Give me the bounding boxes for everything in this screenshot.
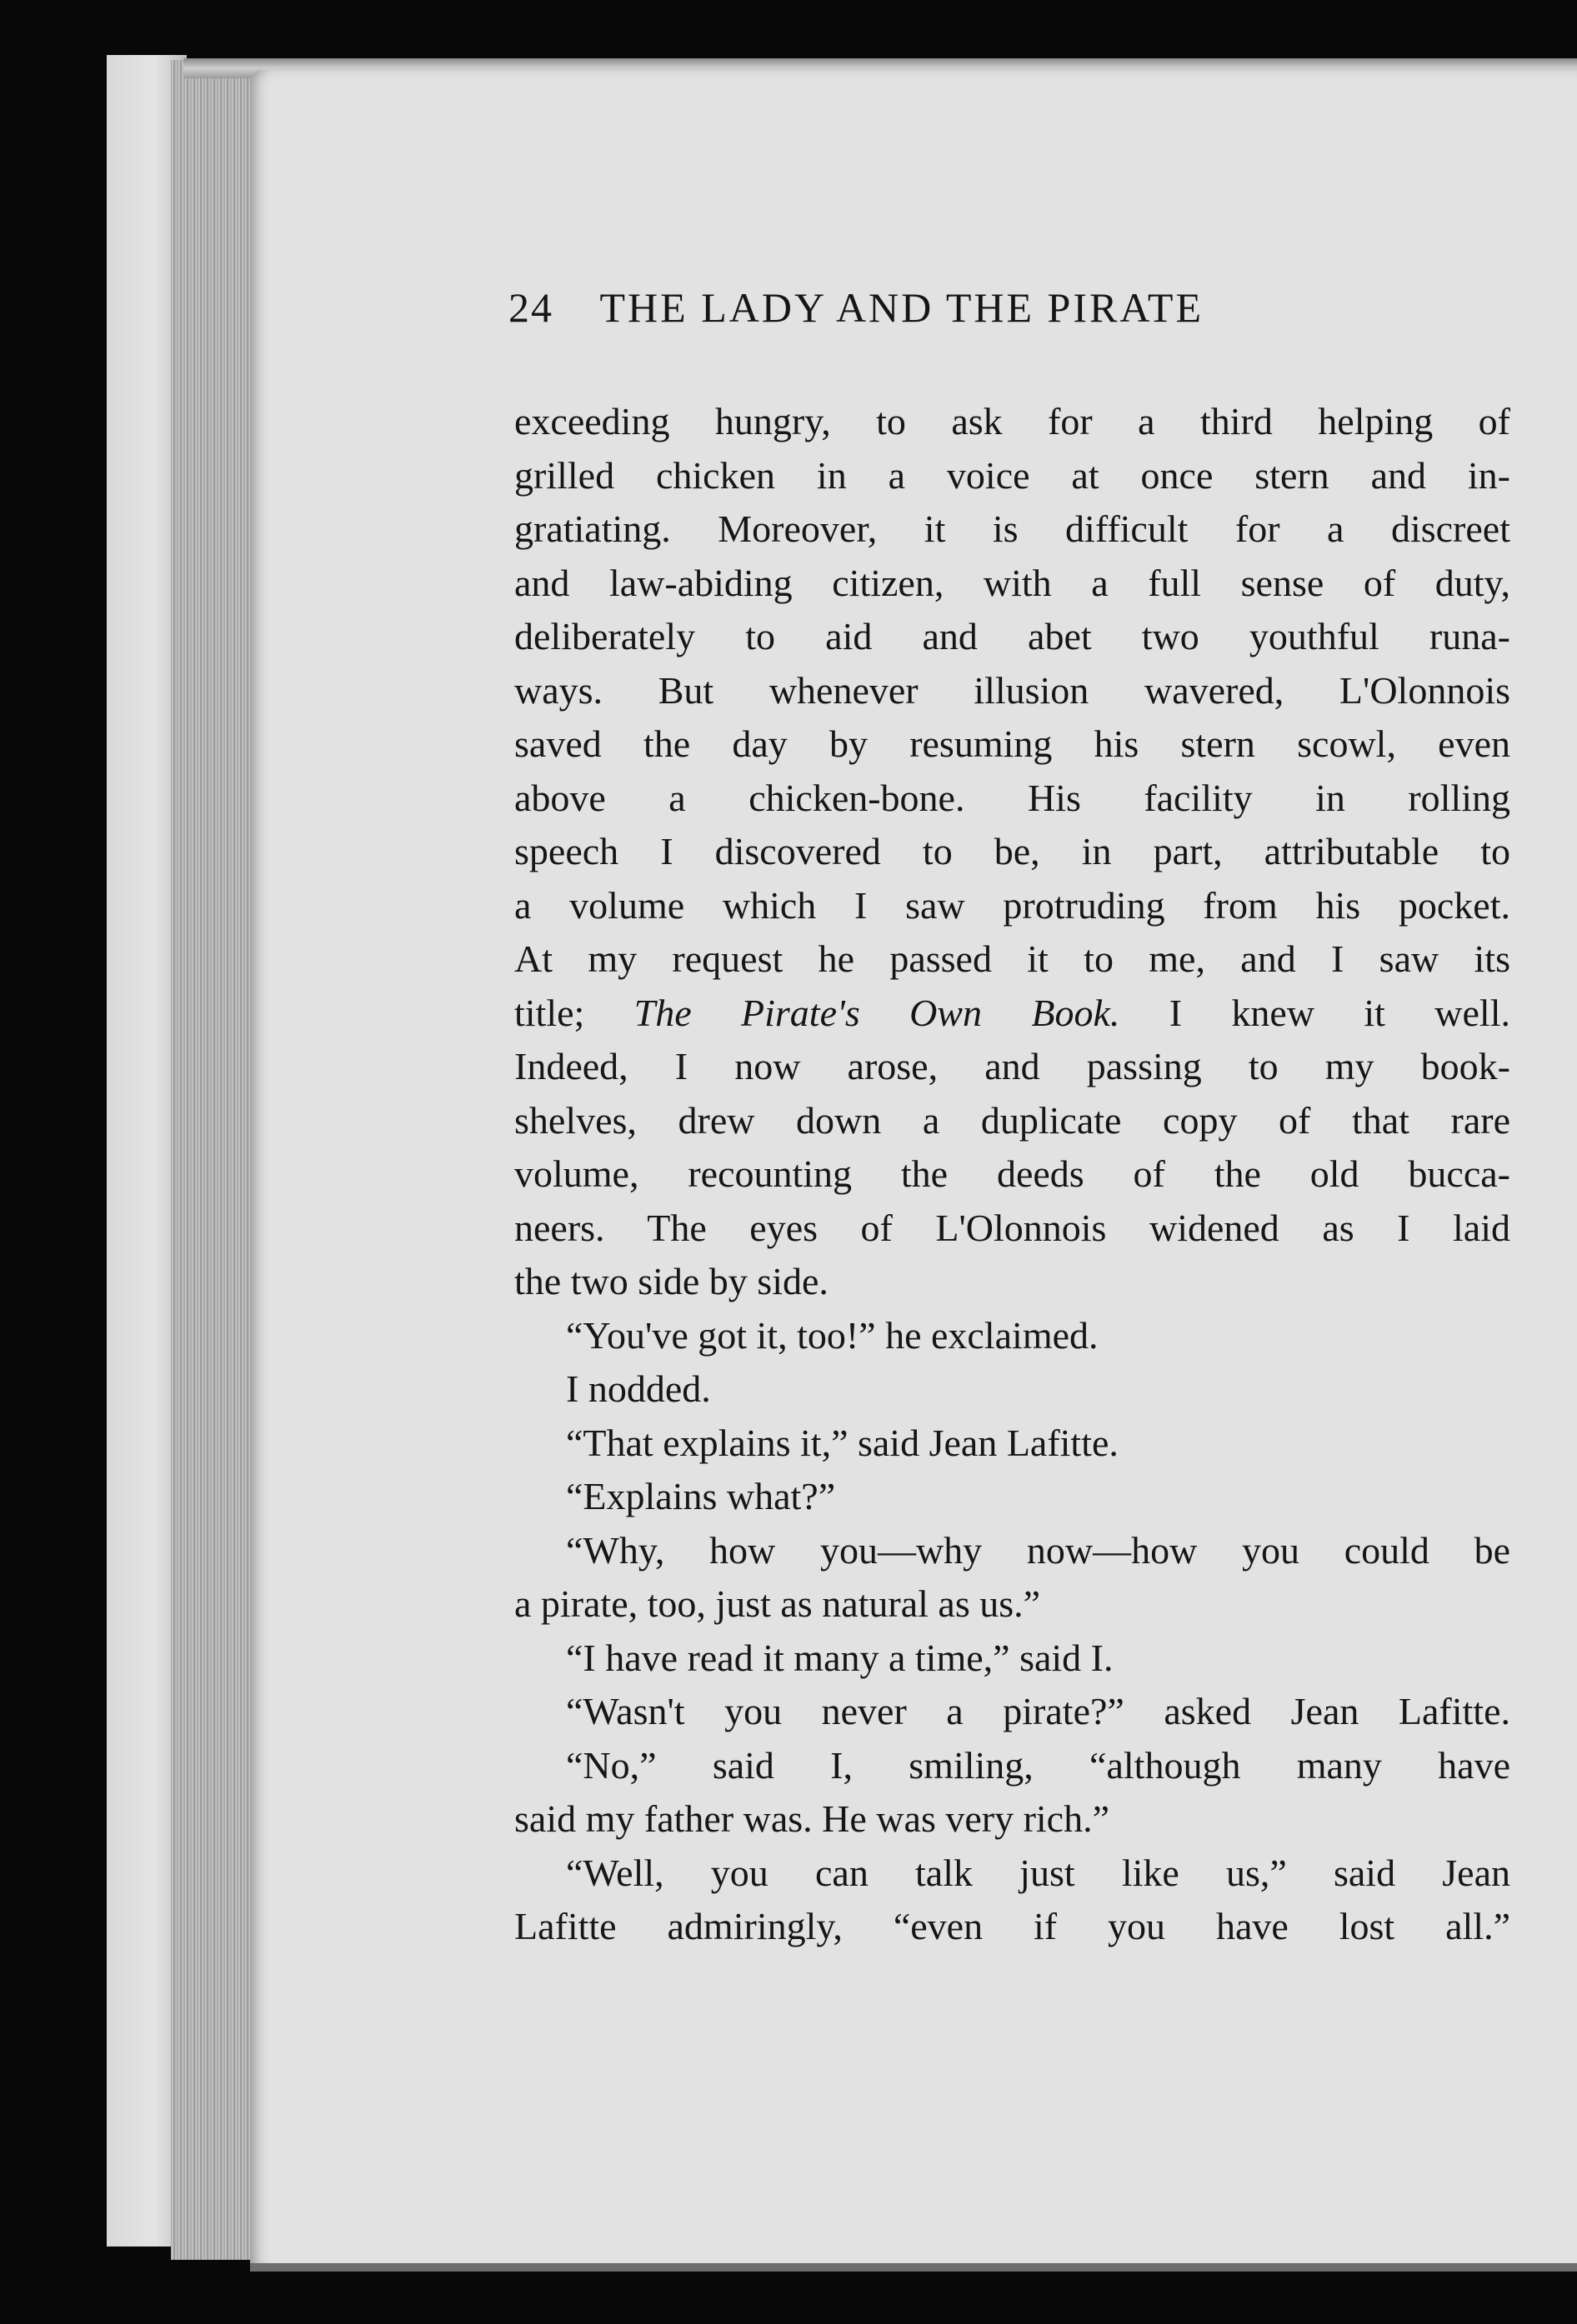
- text-line: “I have read it many a time,” said I.: [566, 1636, 1114, 1679]
- paragraph: [514, 1739, 1510, 1847]
- paragraph: [514, 1470, 1510, 1524]
- running-header: [508, 283, 1204, 332]
- text-line: speech I discovered to be, in part, attributable to: [514, 830, 1510, 872]
- page-bottom-edge: [250, 2263, 1577, 2272]
- text-line: and law-abiding citizen, with a full sense of duty,: [514, 561, 1510, 604]
- text-line: I nodded.: [566, 1367, 711, 1410]
- text-line: “Well, you can talk just like us,” said Jean: [566, 1851, 1510, 1894]
- text-segment: title;: [514, 991, 634, 1034]
- body-text: [514, 395, 1510, 1954]
- page-number: 24: [508, 284, 553, 331]
- page-stack-edges: [171, 60, 254, 2260]
- paragraph: [514, 1524, 1510, 1632]
- paragraph: [514, 1362, 1510, 1417]
- paragraph: [514, 1309, 1510, 1363]
- text-line: above a chicken-bone. His facility in rolling: [514, 776, 1510, 819]
- text-line: a pirate, too, just as natural as us.”: [514, 1582, 1041, 1625]
- text-line: At my request he passed it to me, and I saw its: [514, 937, 1510, 980]
- text-line: “You've got it, too!” he exclaimed.: [566, 1313, 1099, 1357]
- text-line: Lafitte admiringly, “even if you have lost all.”: [514, 1905, 1510, 1947]
- text-line: volume, recounting the deeds of the old bucca-: [514, 1152, 1510, 1195]
- text-line: gratiating. Moreover, it is difficult for a discreet: [514, 507, 1510, 550]
- text-line: “Explains what?”: [566, 1475, 836, 1517]
- paragraph: [514, 1417, 1510, 1471]
- text-segment: I knew it well.: [1119, 991, 1510, 1034]
- text-line: a volume which I saw protruding from his pocket.: [514, 883, 1510, 927]
- text-line: neers. The eyes of L'Olonnois widened as I laid: [514, 1206, 1510, 1249]
- text-line: ways. But whenever illusion wavered, L'Olonnois: [514, 668, 1510, 712]
- paragraph: [514, 1847, 1510, 1954]
- text-line: said my father was. He was very rich.”: [514, 1797, 1110, 1840]
- text-line: “Wasn't you never a pirate?” asked Jean Lafitte.: [566, 1690, 1510, 1732]
- running-title: THE LADY AND THE PIRATE: [599, 284, 1204, 331]
- text-line: exceeding hungry, to ask for a third helping of: [514, 400, 1510, 442]
- book-title-italic: The Pirate's Own Book.: [633, 991, 1120, 1034]
- text-line: “That explains it,” said Jean Lafitte.: [566, 1421, 1119, 1464]
- text-line: deliberately to aid and abet two youthful runa-: [514, 615, 1510, 657]
- text-line: the two side by side.: [514, 1260, 829, 1302]
- paragraph: [514, 395, 1510, 1309]
- paragraph: [514, 1685, 1510, 1739]
- paragraph: [514, 1632, 1510, 1686]
- text-line: “No,” said I, smiling, “although many have: [566, 1743, 1510, 1787]
- text-line: “Why, how you—why now—how you could be: [566, 1528, 1510, 1572]
- text-line: grilled chicken in a voice at once stern and in-: [514, 453, 1510, 497]
- text-line: shelves, drew down a duplicate copy of that rare: [514, 1098, 1510, 1142]
- text-line: saved the day by resuming his stern scowl, even: [514, 722, 1510, 765]
- text-line: Indeed, I now arose, and passing to my book-: [514, 1045, 1510, 1087]
- text-line: [514, 987, 1510, 1041]
